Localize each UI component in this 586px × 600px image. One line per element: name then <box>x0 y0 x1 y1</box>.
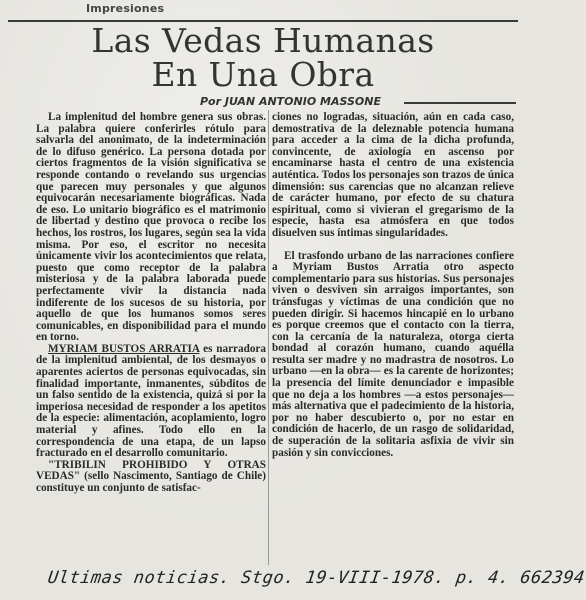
article-column-left <box>36 112 266 495</box>
paragraph-text: es narradora de la implenitud ambiental, de los desmayos o aparentes aciertos de personas equivocadas, sin finalidad importante, inmanentes, súbditos de un falso sentido de la existencia, quizá si por la imperiosa necesidad de responder a los apetitos de la especie: alimentación, acoplamiento, logro material y afines. Todo ello en la correspondencia de una etapa, de un lapso fracturado en el desarrollo comunitario. <box>36 342 266 460</box>
paragraph: ciones no logradas, situación, aún en cada caso, demostrativa de la deleznable potencia humana para acceder a la cima de la dicha profunda, convincente, de axiología en ascenso por encaminarse hasta el centro de una existencia auténtica. Todos los personajes son trazos de única dimensión: sus carencias que no alcanzan relieve de carácter humano, por efecto de su chatura espiritual, como si vivieran el gregarismo de la especie, hasta esa atmósfera en que todos disuelven sus íntimas singularidades. <box>272 111 514 239</box>
paragraph: El trasfondo urbano de las narraciones confiere a Myriam Bustos Arratia otro aspecto complementario para sus historias. Sus personajes viven o desviven sin arraigos importantes, son tránsfugas y víctimas de una condición que no pueden dirigir. Si hacemos hincapié en lo urbano es porque creemos que el contacto con la tierra, con la cercanía de la naturaleza, otorga cierta bondad al corazón humano, cuando aquélla resulta ser madre y no madrastra de nosotros. Lo urbano —en la obra— es la carente de horizontes; la presencia del límite denunciador e impasible que no deja a los hombres —a estos personajes— más alternativa que el padecimiento de la historia, por no haber descubierto o, por no estar en condición de hacerlo, de un rasgo de solidaridad, de superación de la solitaria asfixia de vivir sin pasión y sin convicciones. <box>272 249 514 459</box>
paragraph <box>36 344 266 460</box>
title-line-2: En Una Obra <box>151 55 375 94</box>
article-column-right <box>272 112 514 459</box>
paragraph: La implenitud del hombre genera sus obras. La palabra quiere conferirles rótulo para salvarla del anonimato, de la indeterminación de lo difuso genérico. La persona dotada por ciertos fragmentos de la visión significativa se responde contando o revelando sus urgencias que parecen muy personales y que algunos equivocarán necesariamente biográficas. Nada de eso. Lo unitario biográfico es el matrimonio de libertad y destino que provoca o recibe los hechos, los rostros, los lugares, según sea la vida misma. Por eso, el escritor no necesita únicamente vivir los acontecimientos que relata, puesto que como receptor de la palabra misteriosa y de la palabra laborada puede perfectamente vivir la distancia nada indiferente de los sucesos de su historia, por aquello de que los humanos somos seres comunicables, en disponibilidad para el mundo en torno. <box>36 111 266 344</box>
byline: Por JUAN ANTONIO MASSONE <box>200 95 381 108</box>
byline-rule <box>404 102 516 104</box>
author-name-underlined: MYRIAM BUSTOS ARRATIA <box>48 342 200 355</box>
article-title <box>0 21 526 94</box>
handwritten-source-note: Ultimas noticias. Stgo. 19-VIII-1978. p. 4. 662394 <box>46 568 586 588</box>
paragraph: "TRIBILIN PROHIBIDO Y OTRAS VEDAS" (sello Nascimento, Santiago de Chile) constituye un conjunto de satisfac- <box>36 458 266 494</box>
column-divider <box>268 110 269 565</box>
title-line-1: Las Vedas Humanas <box>91 21 435 60</box>
section-label: Impresiones <box>86 2 165 15</box>
